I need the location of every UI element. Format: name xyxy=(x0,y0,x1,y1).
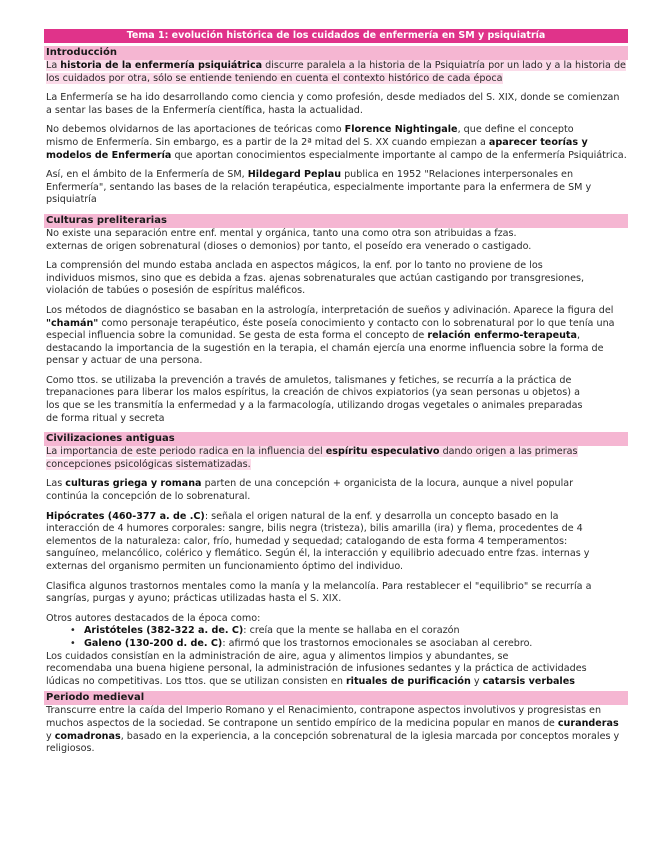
bullet-icon: • xyxy=(70,637,76,649)
civ-paragraph-5: Otros autores destacados de la época como: xyxy=(46,612,261,624)
cult-paragraph-3: Los métodos de diagnóstico se basaban en la astrología, interpretación de sueños y adivinación. Aparece la figura del "chamán" como personaje terapéutico, éste poseía conocimiento y contacto con lo sobrenatural por lo que tenía una especial influencia sobre la comunidad. Se gesta de esta forma el concepto de relación enfermo-terapeuta, destacando la importancia de la sugestión en la terapia, el chamán ejercía una enorme influencia sobre la forma de pensar y actuar de una persona. xyxy=(46,304,615,367)
text-run: los cuidados por otra, sólo se entiende teniendo en cuenta el contexto histórico de cada época xyxy=(46,72,503,84)
section-heading-introduccion: Introducción xyxy=(44,46,628,60)
document-title: Tema 1: evolución histórica de los cuidados de enfermería en SM y psiquiatría xyxy=(44,29,628,43)
list-item: • Galeno (130-200 d. de. C): afirmó que los trastornos emocionales se asociaban al cerebro. xyxy=(70,637,533,649)
section-heading-civilizaciones-antiguas: Civilizaciones antiguas xyxy=(44,432,628,446)
civ-paragraph-4: Clasifica algunos trastornos mentales como la manía y la melancolía. Para restablecer el "equilibrio" se recurría a sangrías, purgas y ayuno; prácticas utilizadas hasta el S. XIX. xyxy=(46,580,592,605)
section-heading-culturas-preliterarias: Culturas preliterarias xyxy=(44,214,628,228)
civ-paragraph-6: Los cuidados consistían en la administración de aire, agua y alimentos limpios y abundantes, se recomendaba una buena higiene personal, la administración de infusiones sedantes y la práctica de actividades lúdicas no competitivas. Los ttos. que se utilizan consisten en rituales de purificación y catarsis verbales xyxy=(46,650,587,687)
civ-paragraph-3: Hipócrates (460-377 a. de .C): señala el origen natural de la enf. y desarrolla un concepto basado en la interacción de 4 humores corporales: sangre, bilis negra (tristeza), bilis amarilla (ira) y flema, procedentes de 4 elementos de la naturaleza: calor, frío, humedad y sequedad; catalogando de esta forma 4 temperamentos: sanguíneo, melancólico, colérico y flemático. Según él, la interacción y equilibrio adecuado entre fzas. internas y externas del organismo permiten un funcionamiento óptimo del individuo. xyxy=(46,510,590,572)
cult-paragraph-1: No existe una separación entre enf. mental y orgánica, tanto una como otra son atribuidas a fzas. externas de origen sobrenatural (dioses o demonios) por tanto, el poseído era venerado o castigado. xyxy=(46,227,532,252)
bullet-icon: • xyxy=(70,625,76,637)
text-run: concepciones psicológicas sistematizadas. xyxy=(46,458,251,470)
civ-paragraph-1 xyxy=(44,446,628,471)
authors-list xyxy=(44,625,628,650)
document-page xyxy=(44,29,628,756)
intro-paragraph-1 xyxy=(44,60,628,85)
text-run: La importancia de este periodo radica en la influencia del espíritu especulativo dando origen a las primeras xyxy=(46,446,578,458)
intro-paragraph-3: No debemos olvidarnos de las aportaciones de teóricas como Florence Nightingale, que define el concepto mismo de Enfermería. Sin embargo, es a partir de la 2ª mitad del S. XX cuando empiezan a aparecer teorías y modelos de Enfermería que aportan conocimientos especialmente importante al campo de la enfermería Psiquiátrica. xyxy=(46,124,627,161)
med-paragraph-1: Transcurre entre la caída del Imperio Romano y el Renacimiento, contrapone aspectos involutivos y progresistas en muchos aspectos de la sociedad. Se contrapone un sentido empírico de la medicina popular en manos de curanderas y comadronas, basado en la experiencia, a la concepción sobrenatural de la iglesia marcada por conceptos morales y religiosos. xyxy=(46,705,620,755)
list-item: • Aristóteles (382-322 a. de. C): creía que la mente se hallaba en el corazón xyxy=(70,625,460,637)
section-heading-periodo-medieval: Periodo medieval xyxy=(44,691,628,705)
cult-paragraph-4: Como ttos. se utilizaba la prevención a través de amuletos, talismanes y fetiches, se recurría a la práctica de trepanaciones para liberar los malos espíritus, la creación de chivos expiatorios (ya sean personas u objetos) a los que se les transmitía la enfermedad y a la farmacología, utilizando drogas vegetales o animales preparadas de forma ritual y secreta xyxy=(46,374,583,424)
cult-paragraph-2: La comprensión del mundo estaba anclada en aspectos mágicos, la enf. por lo tanto no proviene de los individuos mismos, sino que es debida a fzas. ajenas sobrenaturales que actúan castigando por transgresiones, violación de tabúes o posesión de espíritus maléficos. xyxy=(46,260,585,297)
intro-paragraph-2: La Enfermería se ha ido desarrollando como ciencia y como profesión, desde mediados del S. XIX, donde se comienzan a sentar las bases de la Enfermería científica, hasta la actualidad. xyxy=(46,92,620,116)
text-run: La historia de la enfermería psiquiátrica discurre paralela a la historia de la Psiquiatría por un lado y a la historia de xyxy=(46,60,626,71)
civ-paragraph-2: Las culturas griega y romana parten de una concepción + organicista de la locura, aunque a nivel popular continúa la concepción de lo sobrenatural. xyxy=(46,478,574,503)
intro-paragraph-4: Así, en el ámbito de la Enfermería de SM, Hildegard Peplau publica en 1952 "Relaciones interpersonales en Enfermería", sentando las bases de la relación terapéutica, especialmente importante para la enfermera de SM y psiquiatría xyxy=(46,169,592,206)
